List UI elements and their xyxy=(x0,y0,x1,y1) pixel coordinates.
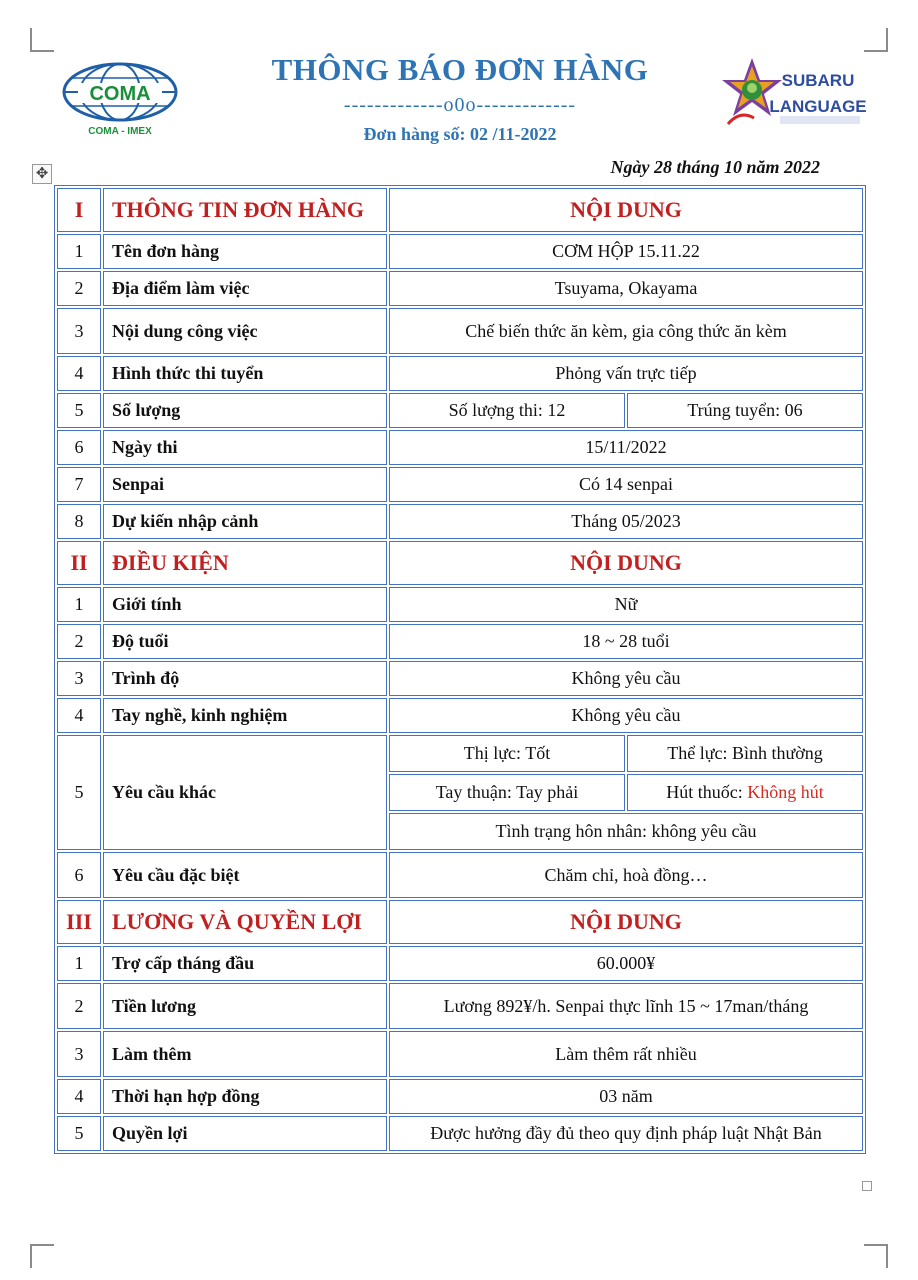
row-value: Chăm chỉ, hoà đồng… xyxy=(389,852,863,898)
exam-count: Số lượng thi: 12 xyxy=(389,393,625,428)
row-label: Địa điểm làm việc xyxy=(103,271,387,306)
section-heading: ĐIỀU KIỆN xyxy=(103,541,387,585)
table-row xyxy=(57,271,863,306)
row-number: 2 xyxy=(57,983,101,1029)
table-row xyxy=(57,661,863,696)
row-value: Được hưởng đầy đủ theo quy định pháp luật Nhật Bản xyxy=(389,1116,863,1151)
subaru-logo-line1: SUBARU xyxy=(781,71,855,90)
table-row xyxy=(57,698,863,733)
section-content-heading: NỘI DUNG xyxy=(389,188,863,232)
row-label: Quyền lợi xyxy=(103,1116,387,1151)
table-row xyxy=(57,946,863,981)
row-label: Hình thức thi tuyển xyxy=(103,356,387,391)
coma-logo xyxy=(60,60,180,140)
row-label: Trợ cấp tháng đầu xyxy=(103,946,387,981)
subaru-logo xyxy=(720,54,870,134)
table-row xyxy=(57,1079,863,1114)
row-label: Tên đơn hàng xyxy=(103,234,387,269)
table-row xyxy=(57,430,863,465)
table-move-handle-icon[interactable]: ✥ xyxy=(32,164,52,184)
crop-mark-top-right xyxy=(864,28,888,52)
section-content-heading: NỘI DUNG xyxy=(389,541,863,585)
section-number: I xyxy=(57,188,101,232)
table-row xyxy=(57,234,863,269)
row-label: Tay nghề, kinh nghiệm xyxy=(103,698,387,733)
section-number: II xyxy=(57,541,101,585)
row-label: Senpai xyxy=(103,467,387,502)
smoking-value: Không hút xyxy=(747,782,824,802)
row-number: 3 xyxy=(57,1031,101,1077)
section-header-order-info xyxy=(57,188,863,232)
fitness-value: Thể lực: Bình thường xyxy=(627,735,863,772)
row-value: 60.000¥ xyxy=(389,946,863,981)
row-value: Chế biến thức ăn kèm, gia công thức ăn kèm xyxy=(389,308,863,354)
title-divider: -------------o0o------------- xyxy=(343,94,577,116)
order-table xyxy=(54,185,866,1154)
row-value: 15/11/2022 xyxy=(389,430,863,465)
row-value: 18 ~ 28 tuổi xyxy=(389,624,863,659)
row-number: 4 xyxy=(57,356,101,391)
row-value: Nữ xyxy=(389,587,863,622)
table-row xyxy=(57,393,863,428)
table-row xyxy=(57,1031,863,1077)
row-number: 7 xyxy=(57,467,101,502)
row-value: Có 14 senpai xyxy=(389,467,863,502)
row-number: 2 xyxy=(57,624,101,659)
table-row xyxy=(57,467,863,502)
row-label: Làm thêm xyxy=(103,1031,387,1077)
document-date: Ngày 28 tháng 10 năm 2022 xyxy=(610,157,820,177)
table-row xyxy=(57,1116,863,1151)
row-number: 6 xyxy=(57,430,101,465)
row-number: 5 xyxy=(57,735,101,850)
row-value: Không yêu cầu xyxy=(389,661,863,696)
row-label: Độ tuổi xyxy=(103,624,387,659)
row-label: Yêu cầu khác xyxy=(103,735,387,850)
row-number: 8 xyxy=(57,504,101,539)
coma-logo-name: COMA xyxy=(89,83,151,105)
table-row xyxy=(57,735,863,772)
table-resize-handle[interactable] xyxy=(862,1181,872,1191)
section-content-heading: NỘI DUNG xyxy=(389,900,863,944)
table-row xyxy=(57,852,863,898)
order-number: Đơn hàng số: 02 /11-2022 xyxy=(363,124,557,144)
row-value: Phỏng vấn trực tiếp xyxy=(389,356,863,391)
row-label: Tiền lương xyxy=(103,983,387,1029)
row-label: Ngày thi xyxy=(103,430,387,465)
row-number: 1 xyxy=(57,234,101,269)
page-title: THÔNG BÁO ĐƠN HÀNG xyxy=(271,52,649,87)
table-row xyxy=(57,356,863,391)
table-row xyxy=(57,587,863,622)
smoking-label: Hút thuốc: xyxy=(666,782,748,802)
section-header-conditions xyxy=(57,541,863,585)
row-number: 1 xyxy=(57,587,101,622)
marital-status-value: Tình trạng hôn nhân: không yêu cầu xyxy=(389,813,863,850)
row-value: Lương 892¥/h. Senpai thực lĩnh 15 ~ 17man/tháng xyxy=(389,983,863,1029)
row-number: 6 xyxy=(57,852,101,898)
row-number: 5 xyxy=(57,393,101,428)
row-number: 5 xyxy=(57,1116,101,1151)
section-heading: LƯƠNG VÀ QUYỀN LỢI xyxy=(103,900,387,944)
row-value: Tháng 05/2023 xyxy=(389,504,863,539)
row-label: Thời hạn hợp đồng xyxy=(103,1079,387,1114)
row-value: Tsuyama, Okayama xyxy=(389,271,863,306)
row-number: 3 xyxy=(57,661,101,696)
row-label: Số lượng xyxy=(103,393,387,428)
crop-mark-bottom-left xyxy=(30,1244,54,1268)
row-value: Không yêu cầu xyxy=(389,698,863,733)
section-heading: THÔNG TIN ĐƠN HÀNG xyxy=(103,188,387,232)
row-number: 3 xyxy=(57,308,101,354)
row-number: 2 xyxy=(57,271,101,306)
smoking-cell xyxy=(627,774,863,811)
table-row xyxy=(57,308,863,354)
accepted-count: Trúng tuyển: 06 xyxy=(627,393,863,428)
table-row xyxy=(57,983,863,1029)
row-value: 03 năm xyxy=(389,1079,863,1114)
row-number: 4 xyxy=(57,698,101,733)
row-label: Yêu cầu đặc biệt xyxy=(103,852,387,898)
subaru-logo-line2: LANGUAGE xyxy=(769,97,867,116)
coma-logo-subtitle: COMA - IMEX xyxy=(88,126,152,137)
row-value: CƠM HỘP 15.11.22 xyxy=(389,234,863,269)
handedness-value: Tay thuận: Tay phải xyxy=(389,774,625,811)
crop-mark-top-left xyxy=(30,28,54,52)
eyesight-value: Thị lực: Tốt xyxy=(389,735,625,772)
crop-mark-bottom-right xyxy=(864,1244,888,1268)
row-label: Trình độ xyxy=(103,661,387,696)
section-header-benefits xyxy=(57,900,863,944)
row-label: Nội dung công việc xyxy=(103,308,387,354)
row-number: 1 xyxy=(57,946,101,981)
row-number: 4 xyxy=(57,1079,101,1114)
table-row xyxy=(57,624,863,659)
row-label: Giới tính xyxy=(103,587,387,622)
section-number: III xyxy=(57,900,101,944)
row-label: Dự kiến nhập cảnh xyxy=(103,504,387,539)
table-row xyxy=(57,504,863,539)
row-value: Làm thêm rất nhiều xyxy=(389,1031,863,1077)
